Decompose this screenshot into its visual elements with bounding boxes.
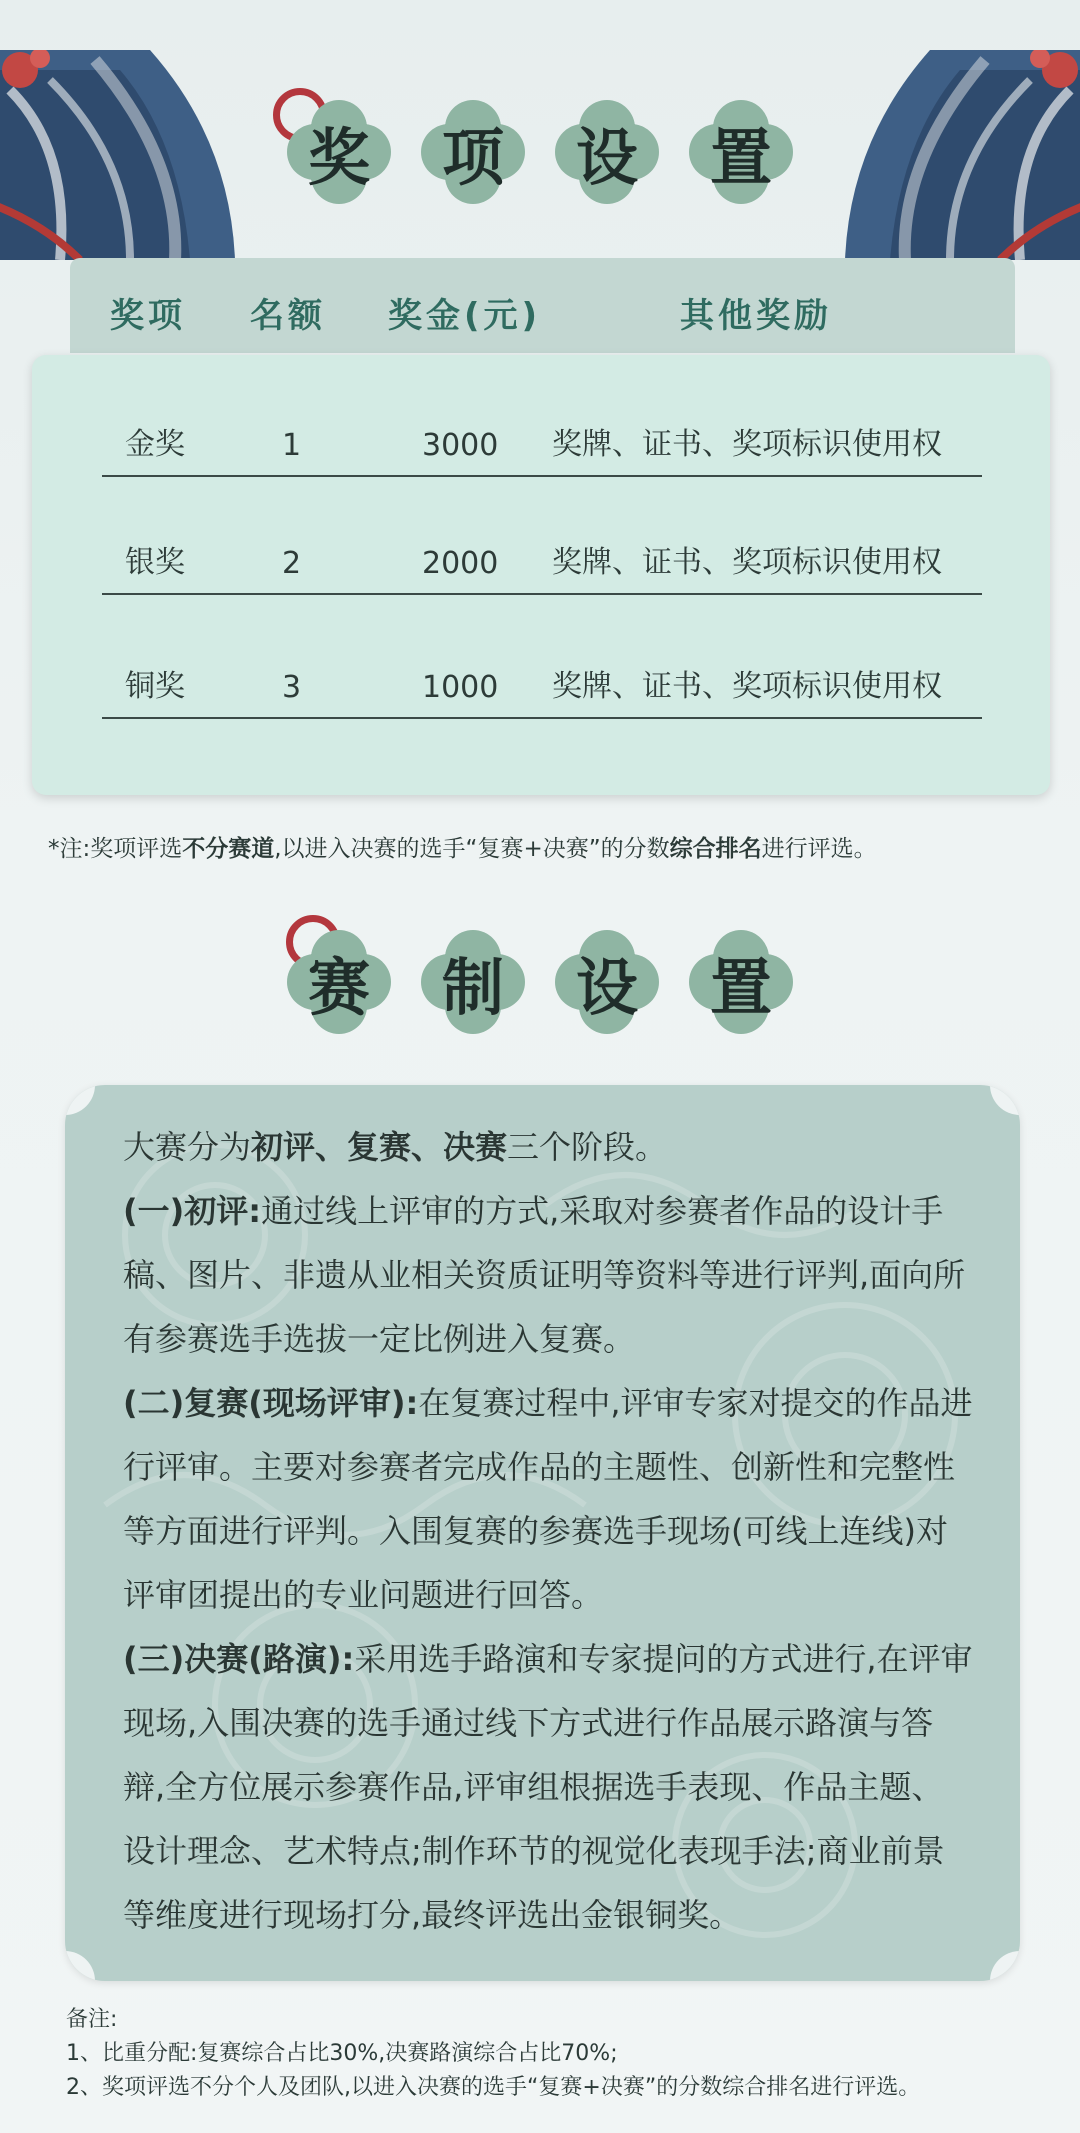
header-quota: 名额: [250, 296, 326, 336]
remarks-item: 1、比重分配:复赛综合占比30%,决赛路演综合占比70%;: [66, 2041, 618, 2066]
stage-text: 采用选手路演和专家提问的方式进行,在评审现场,入围决赛的选手通过线下方式进行作品展示路演与答辩,全方位展示参赛作品,评审组根据选手表现、作品主题、设计理念、艺术特点;制作环节的视觉化表现手法;商业前景等维度进行现场打分,最终评选出金银铜奖。: [123, 1640, 973, 1934]
cell-bonus: 1000: [422, 670, 499, 705]
table-row: [102, 405, 982, 477]
cell-other: 奖牌、证书、奖项标识使用权: [552, 669, 942, 704]
stage-paragraph: [123, 1371, 973, 1627]
note-text: ,以进入决赛的选手“复赛+决赛”的分数: [274, 836, 670, 862]
title-char: 奖: [307, 120, 370, 194]
award-table-header: [70, 258, 1015, 353]
award-note: [48, 830, 877, 863]
title-char: 置: [709, 120, 772, 194]
header-bonus: 奖金(元): [388, 296, 542, 336]
stage-paragraph: [123, 1179, 973, 1371]
table-row: [102, 647, 982, 719]
note-emphasis: 综合排名: [669, 836, 762, 862]
title-char-badge: [287, 100, 391, 204]
note-text: *注:奖项评选: [48, 836, 183, 862]
intro-stages: 初评、复赛、决赛: [251, 1128, 508, 1166]
cell-award: 铜奖: [125, 669, 185, 704]
title-char-badge: [287, 930, 391, 1034]
title-char-badge: [555, 100, 659, 204]
title-char: 设: [575, 120, 638, 194]
remarks-item: 2、奖项评选不分个人及团队,以进入决赛的选手“复赛+决赛”的分数综合排名进行评选。: [66, 2075, 921, 2100]
award-table: [32, 355, 1050, 795]
cell-other: 奖牌、证书、奖项标识使用权: [552, 427, 942, 462]
cell-other: 奖牌、证书、奖项标识使用权: [552, 545, 942, 580]
stage-paragraph: [123, 1627, 973, 1947]
header-award: 奖项: [110, 296, 186, 336]
stage-text: 通过线上评审的方式,采取对参赛者作品的设计手稿、图片、非遗从业相关资质证明等资料等进行评判,面向所有参赛选手选拔一定比例进入复赛。: [123, 1192, 966, 1358]
title-char-badge: [421, 930, 525, 1034]
intro-text: 大赛分为: [123, 1128, 252, 1166]
stage-label: (二)复赛(现场评审):: [123, 1384, 419, 1422]
remarks-title: 备注:: [66, 2007, 118, 2032]
competition-format-text: [123, 1115, 973, 1947]
cell-quota: 2: [282, 546, 302, 581]
stage-text: 在复赛过程中,评审专家对提交的作品进行评审。主要对参赛者完成作品的主题性、创新性和完整性等方面进行评判。入围复赛的参赛选手现场(可线上连线)对评审团提出的专业问题进行回答。: [123, 1384, 973, 1614]
stage-label: (一)初评:: [123, 1192, 262, 1230]
title-char: 制: [441, 950, 504, 1024]
stage-label: (三)决赛(路演):: [123, 1640, 355, 1678]
intro-paragraph: [123, 1115, 973, 1179]
title-char-badge: [421, 100, 525, 204]
remarks: [66, 2003, 920, 2105]
table-row: [102, 523, 982, 595]
header-other-rewards: 其他奖励: [680, 296, 832, 336]
cell-bonus: 3000: [422, 428, 499, 463]
format-section-title: [0, 930, 1080, 1034]
award-section-title: [0, 100, 1080, 204]
title-char-badge: [689, 100, 793, 204]
title-char-badge: [555, 930, 659, 1034]
cell-award: 金奖: [125, 427, 185, 462]
title-char: 项: [441, 120, 504, 194]
title-char: 置: [709, 950, 772, 1024]
cell-bonus: 2000: [422, 546, 499, 581]
title-char-badge: [689, 930, 793, 1034]
note-emphasis: 不分赛道: [182, 836, 275, 862]
intro-text: 三个阶段。: [507, 1128, 668, 1166]
cell-quota: 3: [282, 670, 302, 705]
title-char: 赛: [307, 950, 370, 1024]
note-text: 进行评选。: [761, 836, 877, 862]
competition-format-panel: [65, 1085, 1020, 1981]
title-char: 设: [575, 950, 638, 1024]
cell-award: 银奖: [125, 545, 185, 580]
cell-quota: 1: [282, 428, 302, 463]
